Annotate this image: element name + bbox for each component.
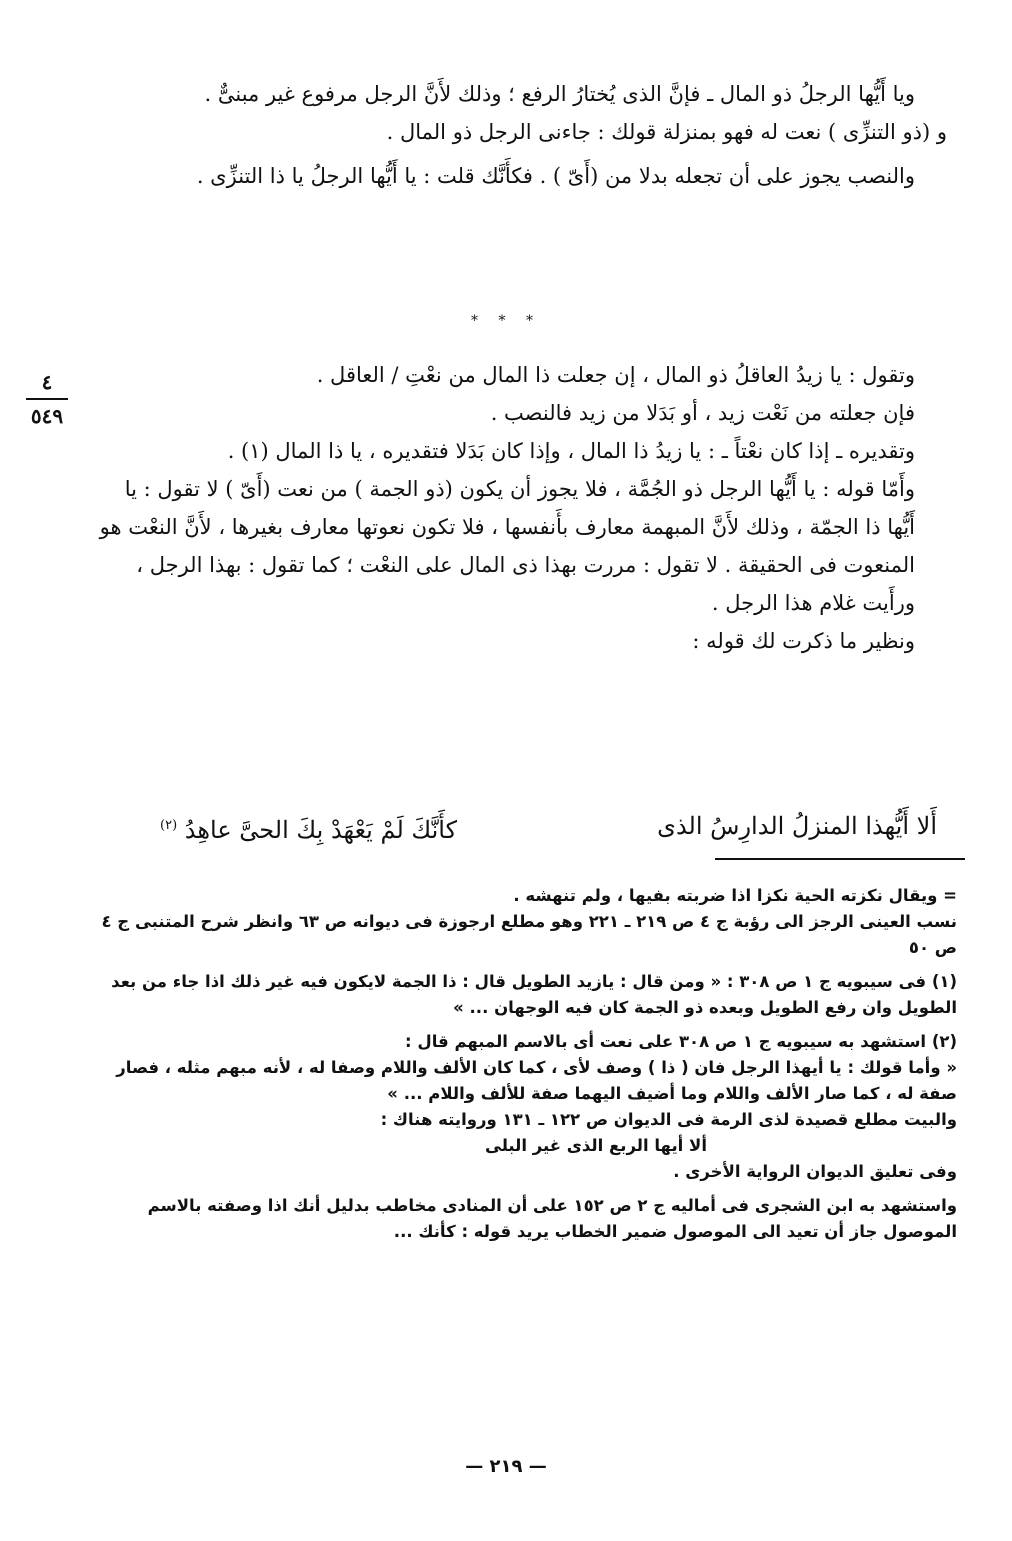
main-text-block-1 bbox=[95, 75, 947, 195]
footnote-1: (١) فى سيبويه ج ١ ص ٣٠٨ : « ومن قال : يازيد الطويل قال : ذا الجمة لايكون فيه غير ذلك اذا جاء من بعد الطويل وان رفع الطويل وبعده ذو الجمة كان فيه الوجهان ... » bbox=[111, 972, 957, 1017]
footnote-marker-2: (٢) bbox=[160, 818, 178, 833]
verse-second-text: كأَنَّكَ لَمْ يَعْهَدْ بِكَ الحىَّ عاهِدُ bbox=[184, 816, 458, 844]
paragraph-7: وأَمّا قوله : يا أَيُّها الرجل ذو الجُمَّة ، فلا يجوز أن يكون (ذو الجمة ) من نعت (أَىّ ) لا تقول : يا أَيُّها ذا الجمّة ، وذلك لأَنَّ المبهمة معارف بأَنفسها ، فلا تكون نعوتها معارف بغيرها ، لأَنَّ النعْت هو المنعوت فى الحقيقة . لا تقول : مررت بهذا ذى المال على النعْت ؛ كما تقول : بهذا الرجل ، ورأَيت غلام هذا الرجل . bbox=[99, 477, 915, 615]
page-number: — ٢١٩ — bbox=[465, 1456, 547, 1477]
footnote-2-quote: « وأما قولك : يا أيهذا الرجل فان ( ذا ) وصف لأى ، كما كان الألف واللام وصفا له ، لأنه مبهم مثله ، فصار صفة له ، كما صار الألف واللام وما أضيف اليهما صفة للألف واللام ... » bbox=[116, 1058, 957, 1103]
paragraph-6: وتقديره ـ إذا كان نعْتاً ـ : يا زيدُ ذا المال ، وإذا كان بَدَلا فتقديره ، يا ذا المال (١) . bbox=[227, 439, 915, 463]
margin-ref-volume: ٤ bbox=[41, 370, 53, 394]
margin-ref-rule bbox=[26, 398, 68, 400]
footnote-2-verse: ألا أيها الربع الذى غير البلى bbox=[485, 1136, 707, 1155]
margin-reference bbox=[22, 368, 72, 430]
footnote-2-intro: (٢) استشهد به سيبويه ج ١ ص ٣٠٨ على نعت أى بالاسم المبهم قال : bbox=[405, 1032, 957, 1051]
section-separator: * * * bbox=[471, 313, 541, 329]
verse-second-hemistich bbox=[160, 806, 457, 850]
footnotes bbox=[75, 883, 957, 1245]
paragraph-1: ويا أَيُّها الرجلُ ذو المال ـ فإنَّ الذى يُختارُ الرفع ؛ وذلك لأَنَّ الرجل مرفوع غير مبنىٌّ . bbox=[204, 82, 915, 106]
footnote-continued: = ويقال نكزته الحية نكزا اذا ضربته بفيها ، ولم تنهشه . bbox=[513, 886, 957, 905]
footnote-3: واستشهد به ابن الشجرى فى أماليه ج ٢ ص ١٥٢ على أن المنادى مخاطب بدليل أنك اذا وصفته بالاسم الموصول جاز أن تعيد الى الموصول ضمير الخطاب يريد قوله : كأنك ... bbox=[147, 1196, 957, 1241]
paragraph-8: ونظير ما ذكرت لك قوله : bbox=[692, 629, 915, 653]
paragraph-2: و (ذو التنزِّى ) نعت له فهو بمنزلة قولك : جاءنى الرجل ذو المال . bbox=[386, 120, 947, 144]
verse-first-hemistich: أَلا أَيُّهذا المنزلُ الدارِسُ الذى bbox=[657, 812, 937, 840]
footnote-continued-source: نسب العينى الرجز الى رؤبة ج ٤ ص ٢١٩ ـ ٢٢١ وهو مطلع ارجوزة فى ديوانه ص ٦٣ وانظر شرح المتنبى ج ٤ ص ٥٠ bbox=[101, 912, 957, 957]
footnote-2-source: والبيت مطلع قصيدة لذى الرمة فى الديوان ص ١٢٢ ـ ١٣١ وروايته هناك : bbox=[380, 1110, 957, 1129]
footnote-2-remark: وفى تعليق الديوان الرواية الأخرى . bbox=[673, 1162, 957, 1181]
margin-ref-page: ٥٤٩ bbox=[30, 404, 64, 428]
paragraph-3: والنصب يجوز على أن تجعله بدلا من (أَىّ ) . فكأَنَّك قلت : يا أَيُّها الرجلُ يا ذا التنزِّى . bbox=[196, 164, 915, 188]
paragraph-4: وتقول : يا زيدُ العاقلُ ذو المال ، إن جعلت ذا المال من نعْتِ / العاقل . bbox=[316, 363, 915, 387]
poetry-verse bbox=[160, 806, 937, 850]
footnote-divider bbox=[715, 858, 965, 860]
main-text-block-2 bbox=[95, 356, 947, 660]
paragraph-5: فإن جعلته من نَعْت زيد ، أو بَدَلا من زيد فالنصب . bbox=[490, 401, 915, 425]
